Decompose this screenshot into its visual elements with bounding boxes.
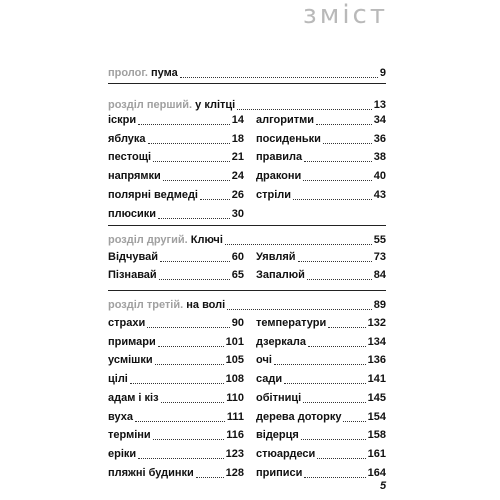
dot-leader — [160, 261, 230, 262]
toc-prologue[interactable] — [108, 66, 386, 80]
dot-leader — [196, 477, 224, 478]
entry-title: Пізнавай — [108, 269, 157, 281]
toc-entry[interactable] — [256, 353, 386, 367]
toc-entry[interactable] — [108, 353, 244, 367]
entry-title: приписи — [256, 466, 303, 479]
part1-page: 13 — [373, 99, 386, 111]
toc-entry[interactable] — [256, 268, 386, 282]
entry-page: 116 — [226, 429, 244, 442]
entry-title: Відчувай — [108, 251, 158, 263]
toc-entry[interactable] — [108, 250, 244, 264]
page-number: 5 — [380, 480, 387, 492]
dot-leader — [130, 383, 224, 384]
dot-leader — [227, 309, 372, 310]
dot-leader — [303, 180, 371, 181]
entry-page: 158 — [367, 429, 386, 442]
toc-entry[interactable] — [256, 150, 386, 164]
entry-page: 34 — [373, 114, 386, 126]
dot-leader — [237, 109, 372, 110]
entry-page: 161 — [367, 447, 386, 460]
dot-leader — [307, 279, 372, 280]
toc-entry[interactable] — [108, 466, 244, 480]
entry-page: 84 — [373, 269, 386, 281]
entry-page: 110 — [226, 391, 244, 404]
entry-title: напрямки — [108, 170, 161, 183]
section-divider — [108, 290, 386, 291]
part3-title: на волі — [186, 299, 226, 311]
toc-entry[interactable] — [108, 207, 244, 221]
toc-entry[interactable] — [108, 391, 244, 405]
dot-leader — [293, 199, 372, 200]
toc-entry[interactable] — [256, 188, 386, 202]
section-divider — [108, 83, 386, 84]
toc-entry[interactable] — [256, 113, 386, 127]
entry-page: 132 — [367, 317, 386, 329]
entry-title: пестощі — [108, 151, 152, 164]
entry-title: сади — [256, 373, 283, 386]
dot-leader — [163, 180, 230, 181]
dot-leader — [153, 161, 230, 162]
dot-leader — [323, 143, 372, 144]
entry-page: 60 — [231, 251, 244, 263]
entry-page: 38 — [373, 151, 386, 164]
toc-entry[interactable] — [108, 268, 244, 282]
prologue-page: 9 — [379, 67, 386, 79]
dot-leader — [153, 439, 225, 440]
dot-leader — [298, 261, 372, 262]
entry-title: еріки — [108, 447, 137, 460]
toc-entry[interactable] — [108, 428, 244, 442]
dot-leader — [138, 458, 223, 459]
entry-title: іскри — [108, 114, 137, 126]
prologue-title: пума — [150, 67, 178, 79]
toc-entry[interactable] — [108, 372, 244, 386]
part1-label: розділ перший. — [108, 99, 193, 111]
dot-leader — [316, 124, 372, 125]
dot-leader — [180, 77, 378, 78]
toc-entry[interactable] — [256, 316, 386, 330]
dot-leader — [317, 458, 365, 459]
prologue-label: пролог. — [108, 67, 148, 79]
entry-page: 21 — [231, 151, 244, 164]
entry-title: Запалюй — [256, 269, 305, 281]
part3-page: 89 — [373, 299, 386, 311]
toc-entry[interactable] — [256, 132, 386, 146]
entry-page: 18 — [231, 132, 244, 145]
entry-title: стріли — [256, 188, 292, 201]
toc-entry[interactable] — [108, 113, 244, 127]
entry-page: 14 — [231, 114, 244, 126]
entry-title: дзеркала — [256, 335, 307, 348]
entry-title: Уявляй — [256, 251, 296, 263]
toc-entry[interactable] — [256, 335, 386, 349]
entry-title: правила — [256, 151, 303, 164]
dot-leader — [284, 383, 366, 384]
entry-page: 24 — [231, 170, 244, 183]
entry-title: терміни — [108, 429, 151, 442]
dot-leader — [200, 199, 230, 200]
dot-leader — [225, 244, 372, 245]
entry-page: 65 — [231, 269, 244, 281]
entry-title: відерця — [256, 429, 299, 442]
dot-leader — [303, 402, 365, 403]
dot-leader — [304, 161, 372, 162]
entry-title: стюардеси — [256, 447, 316, 460]
entry-title: цілі — [108, 373, 128, 386]
entry-title: температури — [256, 317, 327, 329]
toc-entry[interactable] — [108, 132, 244, 146]
entry-title: очі — [256, 354, 272, 367]
entry-title: алгоритми — [256, 114, 315, 126]
toc-entry[interactable] — [256, 428, 386, 442]
toc-entry[interactable] — [108, 150, 244, 164]
entry-title: яблука — [108, 132, 146, 145]
toc-entry[interactable] — [256, 410, 386, 424]
toc-part3-heading[interactable] — [108, 298, 386, 312]
dot-leader — [159, 279, 230, 280]
entry-page: 134 — [367, 335, 386, 348]
entry-title: плюсики — [108, 207, 157, 220]
toc-entry[interactable] — [256, 250, 386, 264]
entry-page: 43 — [373, 188, 386, 201]
dot-leader — [147, 327, 230, 328]
dot-leader — [308, 346, 366, 347]
entry-page: 105 — [225, 354, 244, 367]
entry-page: 36 — [373, 132, 386, 145]
entry-page: 108 — [225, 373, 244, 386]
entry-title: вуха — [108, 410, 133, 423]
part3-label: розділ третій. — [108, 299, 184, 311]
entry-page: 128 — [225, 466, 244, 479]
dot-leader — [135, 421, 225, 422]
dot-leader — [161, 402, 225, 403]
part1-title: у клітці — [195, 99, 236, 111]
section-divider — [108, 225, 386, 226]
toc-entry[interactable] — [256, 391, 386, 405]
entry-title: пляжні будинки — [108, 466, 194, 479]
entry-page: 90 — [231, 317, 244, 329]
toc-entry[interactable] — [256, 169, 386, 183]
part2-label: розділ другий. — [108, 234, 188, 246]
toc-entry[interactable] — [108, 410, 244, 424]
entry-title: страхи — [108, 317, 146, 329]
entry-title: дерева доторку — [256, 410, 342, 423]
dot-leader — [138, 124, 230, 125]
entry-page: 26 — [231, 188, 244, 201]
entry-page: 123 — [225, 447, 244, 460]
dot-leader — [301, 439, 366, 440]
entry-page: 73 — [373, 251, 386, 263]
entry-title: полярні ведмеді — [108, 188, 198, 201]
entry-page: 111 — [226, 410, 244, 423]
toc-part1-heading[interactable] — [108, 98, 386, 112]
toc-entry[interactable] — [108, 316, 244, 330]
dot-leader — [274, 364, 366, 365]
dot-leader — [148, 143, 230, 144]
toc-entry[interactable] — [256, 466, 386, 480]
toc-entry[interactable] — [108, 188, 244, 202]
entry-title: усмішки — [108, 354, 153, 367]
part2-title: Ключі — [190, 234, 223, 246]
toc-part2-heading[interactable] — [108, 233, 386, 247]
entry-title: примари — [108, 335, 156, 348]
toc-entry[interactable] — [108, 447, 244, 461]
entry-page: 164 — [367, 466, 386, 479]
page-title: зміст — [302, 0, 388, 30]
toc-entry[interactable] — [108, 169, 244, 183]
dot-leader — [155, 364, 224, 365]
entry-title: обітниці — [256, 391, 302, 404]
dot-leader — [158, 218, 230, 219]
toc-entry[interactable] — [256, 372, 386, 386]
entry-page: 141 — [367, 373, 386, 386]
toc-entry[interactable] — [256, 447, 386, 461]
dot-leader — [158, 346, 224, 347]
entry-page: 101 — [225, 335, 244, 348]
dot-leader — [343, 421, 365, 422]
entry-title: адам і кіз — [108, 391, 159, 404]
dot-leader — [304, 477, 365, 478]
entry-page: 30 — [231, 207, 244, 220]
toc-entry[interactable] — [108, 335, 244, 349]
entry-page: 154 — [367, 410, 386, 423]
entry-title: дракони — [256, 170, 302, 183]
dot-leader — [328, 327, 365, 328]
entry-page: 145 — [367, 391, 386, 404]
entry-page: 136 — [367, 354, 386, 367]
entry-page: 40 — [373, 170, 386, 183]
part2-page: 55 — [373, 234, 386, 246]
entry-title: посиденьки — [256, 132, 321, 145]
